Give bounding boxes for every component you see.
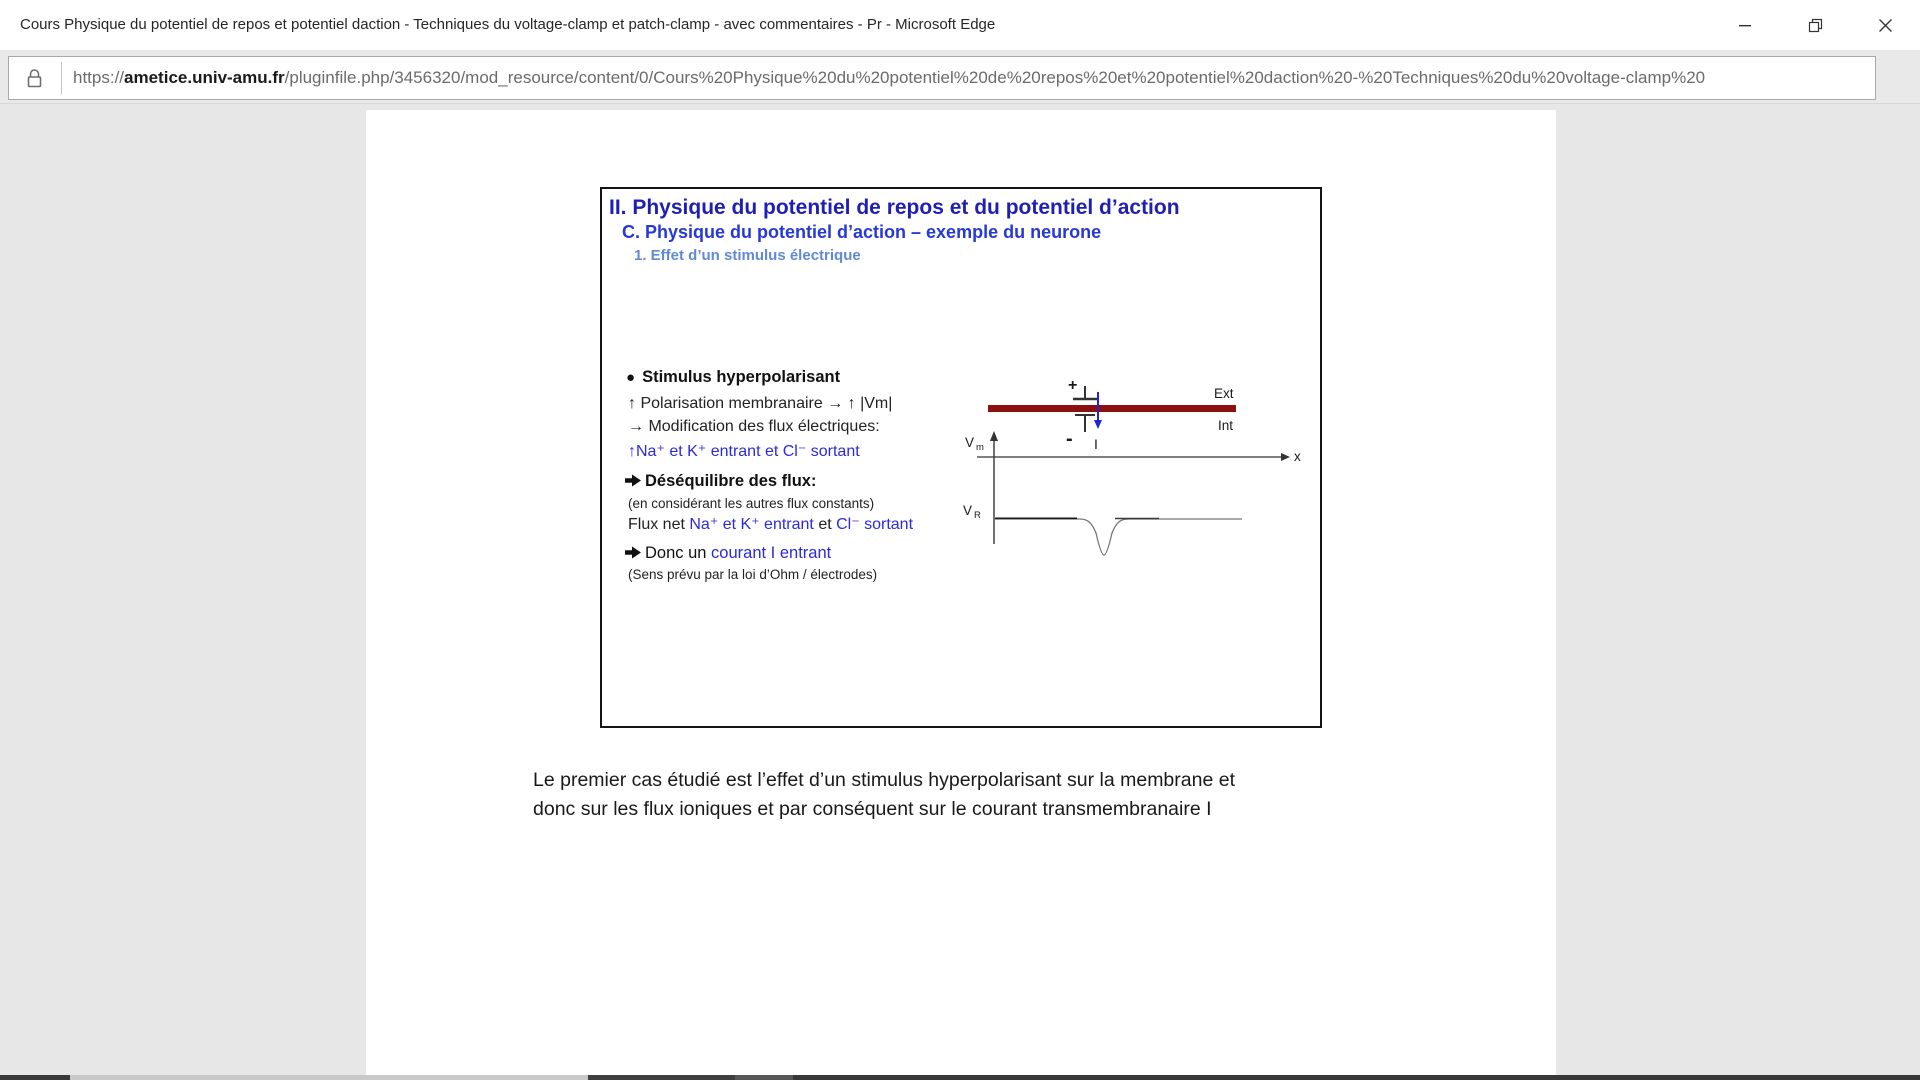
polarisation-line: ↑ Polarisation membranaire → ↑ |Vm|	[628, 395, 893, 412]
courant-prefix: Donc un	[645, 544, 712, 562]
flux-blue-line: ↑Na⁺ et K⁺ entrant et Cl⁻ sortant	[628, 443, 860, 460]
flux-net-et: et	[813, 516, 837, 533]
caption-text	[533, 766, 1363, 823]
window-title: Cours Physique du potentiel de repos et potentiel daction - Techniques du voltage-clamp et patch-clamp - avec commentaires - Pr - Microsoft Edge	[20, 16, 996, 33]
flux-net-line	[628, 514, 913, 534]
desequilibre-heading-label: Déséquilibre des flux:	[645, 472, 817, 490]
taskbar-segment	[588, 1075, 735, 1080]
vr-curve	[995, 519, 1242, 555]
ext-label: Ext	[1214, 386, 1234, 401]
modification-line: → Modification des flux électriques:	[628, 418, 880, 435]
minimize-icon	[1738, 18, 1752, 32]
url-domain: ametice.univ-amu.fr	[124, 68, 285, 87]
slide-heading-3: 1. Effet d’un stimulus électrique	[634, 247, 861, 264]
stimulus-heading-label: Stimulus hyperpolarisant	[642, 368, 841, 386]
flux-net-ions-in: Na⁺ et K⁺ entrant	[689, 516, 814, 533]
bottom-taskbar-strip[interactable]	[0, 1075, 1920, 1080]
solid-arrow-icon	[625, 474, 641, 487]
vm-label: V	[965, 435, 975, 450]
url-path: /pluginfile.php/3456320/mod_resource/content/0/Cours%20Physique%20du%20potentiel%20de%20repos%20et%20potentiel%20daction%20-%20Techniques%20du%20voltage-clamp%20	[284, 68, 1706, 87]
address-bar[interactable]	[8, 56, 1876, 100]
note-ohm: (Sens prévu par la loi d’Ohm / électrodes)	[628, 567, 878, 582]
membrane-bar	[988, 405, 1236, 412]
url-text[interactable]	[73, 68, 1875, 88]
browser-address-row	[0, 50, 1920, 104]
restore-icon	[1808, 18, 1823, 33]
current-arrowhead	[1094, 420, 1102, 429]
vr-sub-label: R	[974, 510, 981, 521]
lock-icon	[9, 68, 61, 89]
courant-blue-label: courant I entrant	[711, 544, 832, 562]
vm-axis-arrowhead	[990, 431, 998, 441]
caption-line-2: donc sur les flux ioniques et par conséquent sur le courant transmembranaire I	[533, 797, 1212, 820]
slide-heading-2: C. Physique du potentiel d’action – exemple du neurone	[622, 222, 1102, 242]
vr-label: V	[963, 503, 973, 518]
browser-viewport	[0, 104, 1920, 1080]
note-constants: (en considérant les autres flux constants)	[628, 496, 875, 511]
close-icon	[1878, 18, 1893, 33]
solid-arrow-icon	[625, 546, 641, 559]
x-label: x	[1294, 449, 1301, 464]
minus-label: -	[1066, 428, 1073, 450]
bullet-icon: ●	[626, 369, 636, 386]
x-axis-arrowhead	[1281, 453, 1290, 461]
vm-sub-label: m	[976, 442, 984, 453]
flux-net-ions-out: Cl⁻ sortant	[836, 516, 914, 533]
desequilibre-heading	[625, 472, 816, 491]
int-label: Int	[1218, 418, 1234, 433]
close-button[interactable]	[1850, 0, 1920, 50]
slide-heading-1: II. Physique du potentiel de repos et du potentiel d’action	[609, 196, 1180, 219]
browser-titlebar	[0, 0, 1920, 50]
caption-line-1: Le premier cas étudié est l’effet d’un stimulus hyperpolarisant sur la membrane et	[533, 769, 1235, 791]
taskbar-segment	[70, 1075, 588, 1080]
slide-frame	[600, 187, 1322, 728]
window-controls	[1710, 0, 1920, 50]
flux-net-prefix: Flux net	[628, 516, 690, 533]
plus-label: +	[1068, 377, 1078, 394]
url-scheme: https://	[73, 68, 125, 87]
taskbar-segment	[0, 1075, 70, 1080]
minimize-button[interactable]	[1710, 0, 1780, 50]
current-label: I	[1094, 436, 1098, 452]
taskbar-segment	[735, 1075, 793, 1080]
stimulus-heading	[626, 368, 840, 387]
address-separator	[61, 62, 62, 94]
restore-button[interactable]	[1780, 0, 1850, 50]
courant-line	[625, 544, 831, 563]
taskbar-segment	[793, 1075, 1920, 1080]
membrane-diagram	[942, 359, 1322, 730]
